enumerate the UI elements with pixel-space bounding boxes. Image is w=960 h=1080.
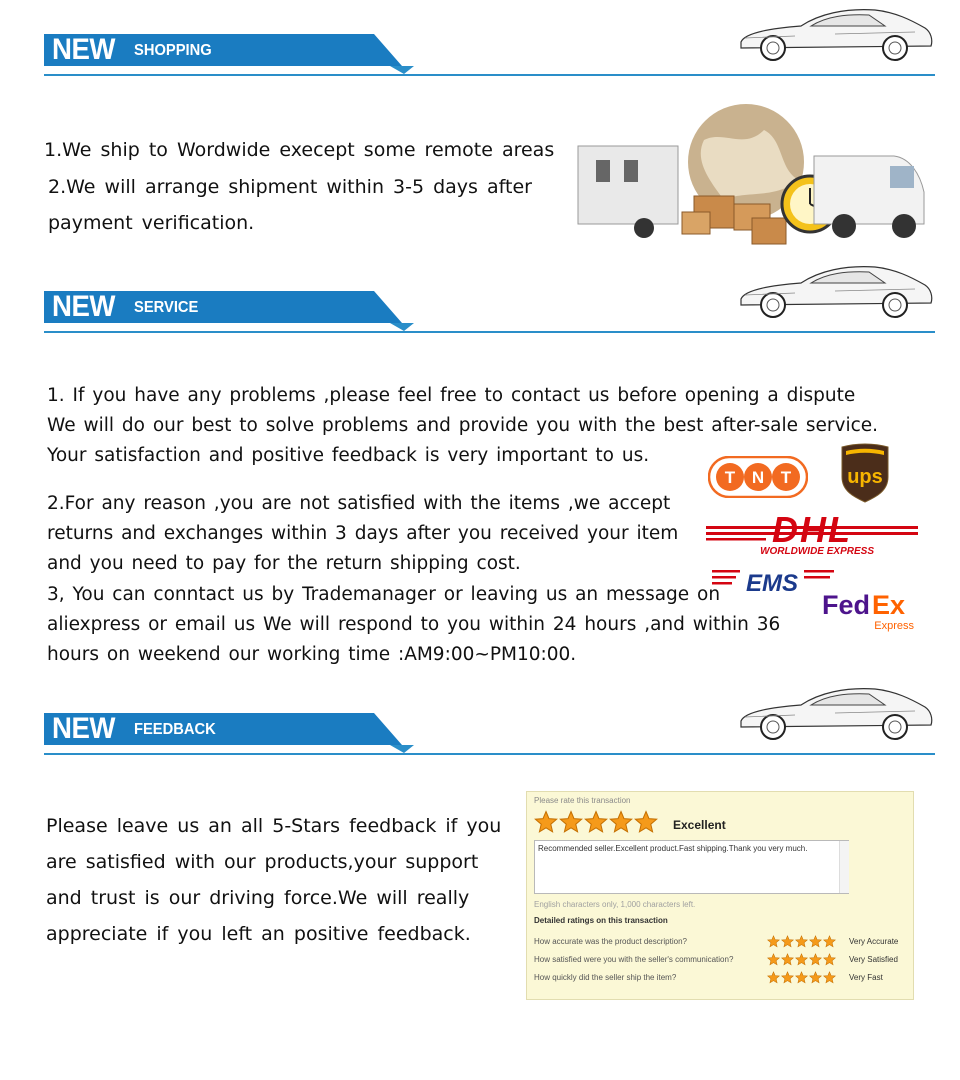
feedback-line-2: are satisfied with our products,your support [46,851,479,873]
car-sketch-icon [735,677,935,745]
question-1: How accurate was the product description? [534,937,687,946]
ups-text: ups [847,466,883,488]
ups-logo [840,443,890,503]
fedex-ex-text: Ex [872,590,906,620]
comment-scrollbar[interactable] [839,841,849,893]
service-line-9: hours on weekend our working time :AM9:00~PM10:00. [47,644,577,665]
answer-3: Very Fast [849,973,883,982]
service-line-3: Your satisfaction and positive feedback is very important to us. [47,445,650,466]
new-label: NEW [52,712,116,745]
ems-logo [712,566,836,596]
section-header-shopping [44,32,935,76]
question-3: How quickly did the seller ship the item? [534,973,677,982]
char-note: English characters only, 1,000 characters left. [534,900,696,909]
feedback-line-3: and trust is our driving force.We will really [46,887,470,909]
star-icon[interactable] [809,935,822,948]
star-icon[interactable] [609,810,633,834]
star-icon[interactable] [823,971,836,984]
star-icon[interactable] [823,953,836,966]
service-line-7: 3, You can conntact us by Trademanager or leaving us an message on [47,584,721,605]
header-tab [44,711,424,745]
service-line-6: and you need to pay for the return shipping cost. [47,553,521,574]
shipping-globe-illustration [574,100,928,250]
section-title: SERVICE [134,299,199,316]
rating-label: Excellent [673,818,726,832]
feedback-line-1: Please leave us an all 5-Stars feedback if you [46,815,502,837]
header-rule [44,74,935,76]
star-icon[interactable] [781,953,794,966]
star-icon[interactable] [781,971,794,984]
star-icon[interactable] [809,971,822,984]
dhl-sub-text: WORLDWIDE EXPRESS [760,546,874,557]
star-icon[interactable] [767,953,780,966]
star-icon[interactable] [781,935,794,948]
section-title: SHOPPING [134,42,212,59]
ems-text: EMS [745,570,799,596]
dhl-text: DHL [772,509,852,550]
feedback-rating-panel [526,791,914,1000]
tnt-logo [708,456,808,498]
star-icon[interactable] [823,935,836,948]
header-tab [44,32,424,66]
detail-title: Detailed ratings on this transaction [534,916,668,925]
shopping-line-2: 2.We will arrange shipment within 3-5 days after [48,176,532,198]
star-icon[interactable] [634,810,658,834]
service-line-1: 1. If you have any problems ,please feel free to contact us before opening a dispute [47,385,856,406]
fedex-logo [820,586,924,632]
star-icon[interactable] [767,935,780,948]
star-icon[interactable] [559,810,583,834]
tnt-letter: N [751,468,765,487]
dhl-logo [706,508,918,558]
header-tab [44,289,424,323]
fedex-fed-text: Fed [822,590,871,620]
car-sketch-icon [735,0,935,66]
tnt-letter: T [780,468,792,487]
section-header-feedback [44,711,935,755]
star-icon[interactable] [767,971,780,984]
service-line-5: returns and exchanges within 3 days after you received your item [47,523,679,544]
service-line-4: 2.For any reason ,you are not satisfied with the items ,we accept [47,493,671,514]
new-label: NEW [52,290,116,323]
question-2: How satisfied were you with the seller's communication? [534,955,734,964]
star-icon[interactable] [584,810,608,834]
answer-2: Very Satisfied [849,955,898,964]
car-sketch-icon [735,255,935,323]
shopping-line-3: payment verification. [48,212,255,234]
rate-prompt: Please rate this transaction [534,796,631,805]
section-title: FEEDBACK [134,721,216,738]
answer-1: Very Accurate [849,937,899,946]
fedex-sub-text: Express [874,620,914,632]
star-icon[interactable] [534,810,558,834]
section-header-service [44,289,935,333]
feedback-line-4: appreciate if you left an positive feedback. [46,923,471,945]
service-line-2: We will do our best to solve problems and provide you with the best after-sale service. [47,415,879,436]
overall-star-rating[interactable] [534,792,664,836]
star-icon[interactable] [795,953,808,966]
star-icon[interactable] [809,953,822,966]
new-label: NEW [52,33,116,66]
header-rule [44,331,935,333]
service-line-8: aliexpress or email us We will respond to you within 24 hours ,and within 36 [47,614,781,635]
header-rule [44,753,935,755]
shopping-line-1: 1.We ship to Wordwide execept some remote areas [44,139,555,161]
tnt-letter: T [724,468,736,487]
star-icon[interactable] [795,971,808,984]
comment-textarea[interactable]: Recommended seller.Excellent product.Fast shipping.Thank you very much. [534,840,849,894]
star-icon[interactable] [795,935,808,948]
